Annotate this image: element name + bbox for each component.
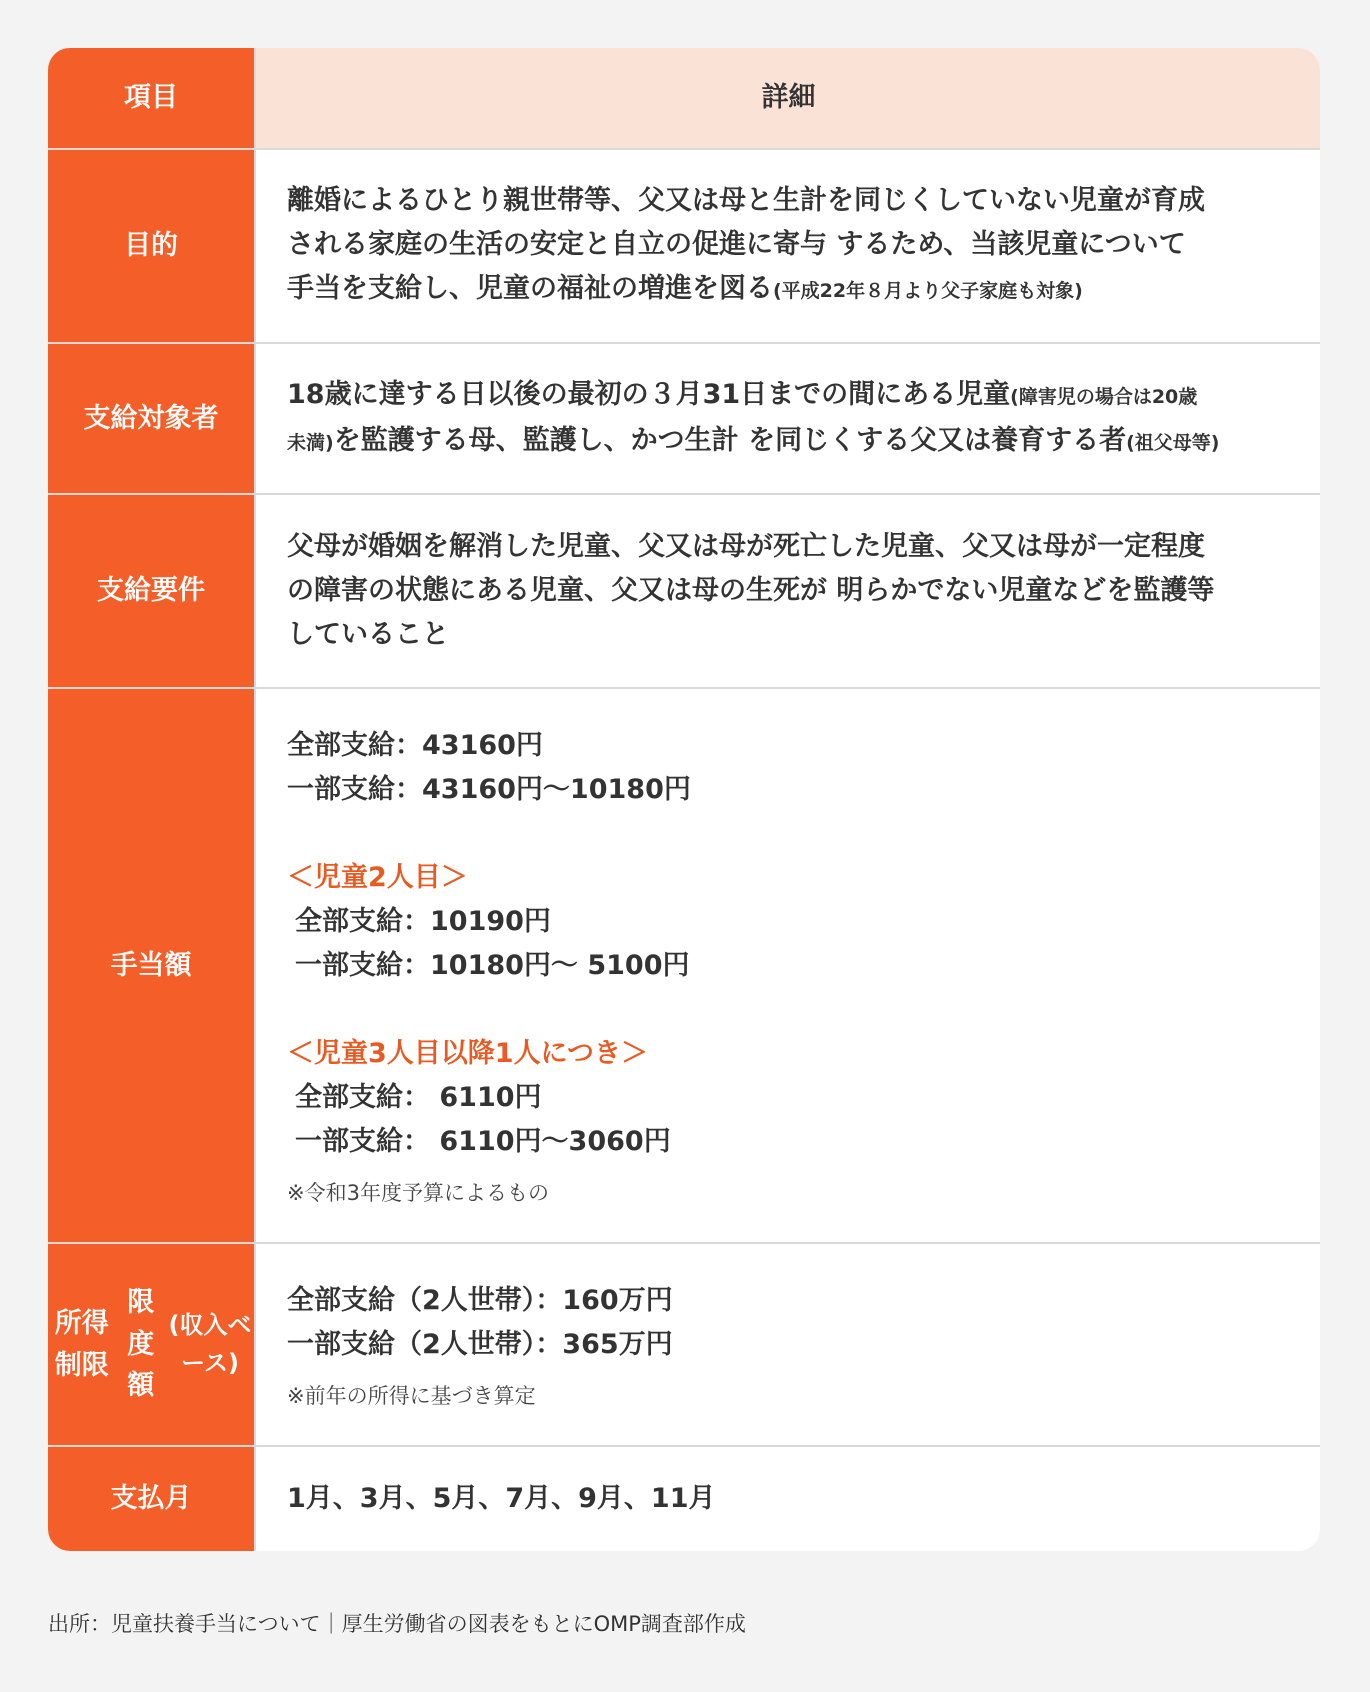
payment-months: 1月、3月、5月、7月、9月、11月 xyxy=(287,1483,716,1514)
target-line-1-note: (障害児の場合は20歳 xyxy=(1010,385,1198,408)
amount-note: ※令和3年度予算によるもの xyxy=(287,1180,549,1205)
table-row-requirements xyxy=(48,495,1320,689)
requirements-detail xyxy=(256,495,1320,687)
requirements-line-3: していること xyxy=(287,619,449,650)
purpose-line-3-note: (平成22年８月より父子家庭も対象) xyxy=(773,280,1083,302)
purpose-detail xyxy=(256,150,1320,342)
table-row-purpose xyxy=(48,150,1320,344)
target-detail xyxy=(256,344,1320,493)
income-label-line-3: (収入ベース) xyxy=(168,1311,252,1377)
amount-second-heading: ＜児童2人目＞ xyxy=(287,861,468,893)
target-line-2-main: を監護する母、監護し、かつ生計 を同じくする父又は養育する者 xyxy=(333,424,1127,456)
target-line-2-note-a: 未満) xyxy=(287,431,334,454)
requirements-line-1: 父母が婚姻を解消した児童、父又は母が死亡した児童、父又は母が一定程度 xyxy=(287,531,1205,562)
purpose-line-2: される家庭の生活の安定と自立の促進に寄与 するため、当該児童について xyxy=(287,229,1186,260)
table-row-amount xyxy=(48,689,1320,1244)
header-detail-cell: 詳細 xyxy=(256,48,1320,148)
income-label-line-2: 限度額 xyxy=(127,1286,155,1402)
spacer xyxy=(287,812,1290,856)
payment-label: 支払月 xyxy=(48,1447,256,1551)
requirements-label: 支給要件 xyxy=(48,495,256,687)
amount-first-partial: 一部支給：43160円〜10180円 xyxy=(287,773,691,805)
income-label xyxy=(48,1244,256,1445)
target-line-1 xyxy=(287,373,1290,419)
table-header-row xyxy=(48,48,1320,150)
allowance-table xyxy=(48,48,1320,1551)
header-item-cell: 項目 xyxy=(48,48,256,148)
amount-third-partial: 一部支給： 6110円〜3060円 xyxy=(295,1125,671,1157)
amount-detail xyxy=(256,689,1320,1242)
spacer xyxy=(287,988,1290,1032)
target-line-1-main: 18歳に達する日以後の最初の３月31日までの間にある児童 xyxy=(287,378,1011,410)
target-label: 支給対象者 xyxy=(48,344,256,493)
payment-detail xyxy=(256,1447,1320,1551)
amount-label: 手当額 xyxy=(48,689,256,1242)
purpose-line-3-main: 手当を支給し、児童の福祉の増進を図る xyxy=(287,273,773,304)
amount-first-full: 全部支給：43160円 xyxy=(287,729,543,761)
target-line-2-note-b: (祖父母等) xyxy=(1126,431,1220,454)
purpose-label: 目的 xyxy=(48,150,256,342)
amount-third-full: 全部支給： 6110円 xyxy=(295,1081,542,1113)
requirements-line-2: の障害の状態にある児童、父又は母の生死が 明らかでない児童などを監護等 xyxy=(287,575,1215,606)
income-partial: 一部支給（2人世帯）：365万円 xyxy=(287,1328,673,1360)
table-row-income xyxy=(48,1244,1320,1447)
income-label-line-1: 所得制限 xyxy=(54,1307,109,1381)
table-row-target xyxy=(48,344,1320,495)
amount-second-full: 全部支給：10190円 xyxy=(295,905,551,937)
amount-second-partial: 一部支給：10180円〜 5100円 xyxy=(295,949,690,981)
target-line-2 xyxy=(287,419,1290,465)
income-full: 全部支給（2人世帯）：160万円 xyxy=(287,1284,673,1316)
source-caption: 出所：児童扶養手当について｜厚生労働省の図表をもとにOMP調査部作成 xyxy=(48,1612,746,1636)
table-row-payment xyxy=(48,1447,1320,1551)
amount-third-heading: ＜児童3人目以降1人につき＞ xyxy=(287,1037,649,1069)
income-detail xyxy=(256,1244,1320,1445)
income-note: ※前年の所得に基づき算定 xyxy=(287,1383,536,1408)
purpose-line-1: 離婚によるひとり親世帯等、父又は母と生計を同じくしていない児童が育成 xyxy=(287,185,1205,216)
purpose-line-3 xyxy=(287,267,1290,313)
